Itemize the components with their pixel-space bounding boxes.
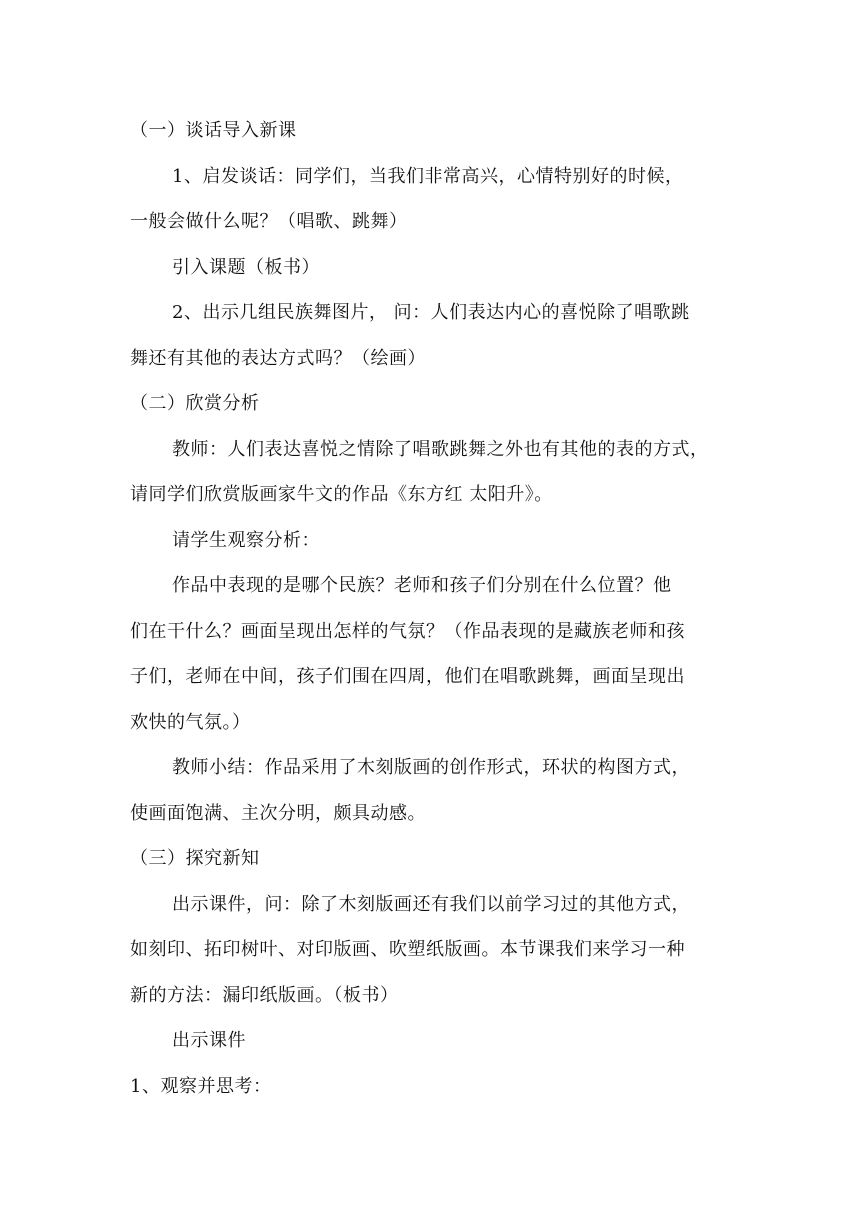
paragraph-line: 2、出示几组民族舞图片， 问：人们表达内心的喜悦除了唱歌跳 — [172, 302, 690, 323]
paragraph-line: 教师小结：作品采用了木刻版画的创作形式，环状的构图方式， — [172, 757, 690, 778]
paragraph-line: 如刻印、拓印树叶、对印版画、吹塑纸版画。本节课我们来学习一种 — [130, 939, 685, 960]
paragraph-line: 舞还有其他的表达方式吗？（绘画） — [130, 347, 426, 369]
paragraph-line: 新的方法：漏印纸版画。（板书） — [130, 984, 399, 1006]
paragraph-line: 教师：人们表达喜悦之情除了唱歌跳舞之外也有其他的表的方式， — [172, 438, 709, 460]
document-body — [130, 108, 730, 1109]
paragraph-line: 出示课件 — [172, 1030, 246, 1051]
paragraph-line: 使画面饱满、主次分明，颇具动感。 — [130, 802, 426, 824]
paragraph-line: 请学生观察分析： — [172, 529, 320, 551]
section-heading: （二）欣赏分析 — [130, 393, 260, 414]
paragraph-line: 作品中表现的是哪个民族？老师和孩子们分别在什么位置？他 — [172, 575, 672, 596]
paragraph-line: 子们，老师在中间，孩子们围在四周，他们在唱歌跳舞，画面呈现出 — [130, 666, 685, 687]
paragraph-line: 出示课件，问：除了木刻版画还有我们以前学习过的其他方式， — [172, 893, 690, 915]
paragraph-line: 引入课题（板书） — [172, 256, 320, 278]
paragraph-line: 1、启发谈话：同学们，当我们非常高兴，心情特别好的时候， — [172, 165, 684, 187]
section-heading: （三）探究新知 — [130, 848, 260, 869]
paragraph-line: 请同学们欣赏版画家牛文的作品《东方红 太阳升》。 — [130, 484, 553, 505]
paragraph-line: 1、观察并思考： — [130, 1075, 272, 1097]
paragraph-line: 欢快的气氛。） — [130, 711, 251, 733]
paragraph-line: 一般会做什么呢？（唱歌、跳舞） — [130, 211, 408, 232]
section-heading: （一）谈话导入新课 — [130, 120, 297, 141]
paragraph-line: 们在干什么？画面呈现出怎样的气氛？（作品表现的是藏族老师和孩 — [130, 620, 685, 642]
